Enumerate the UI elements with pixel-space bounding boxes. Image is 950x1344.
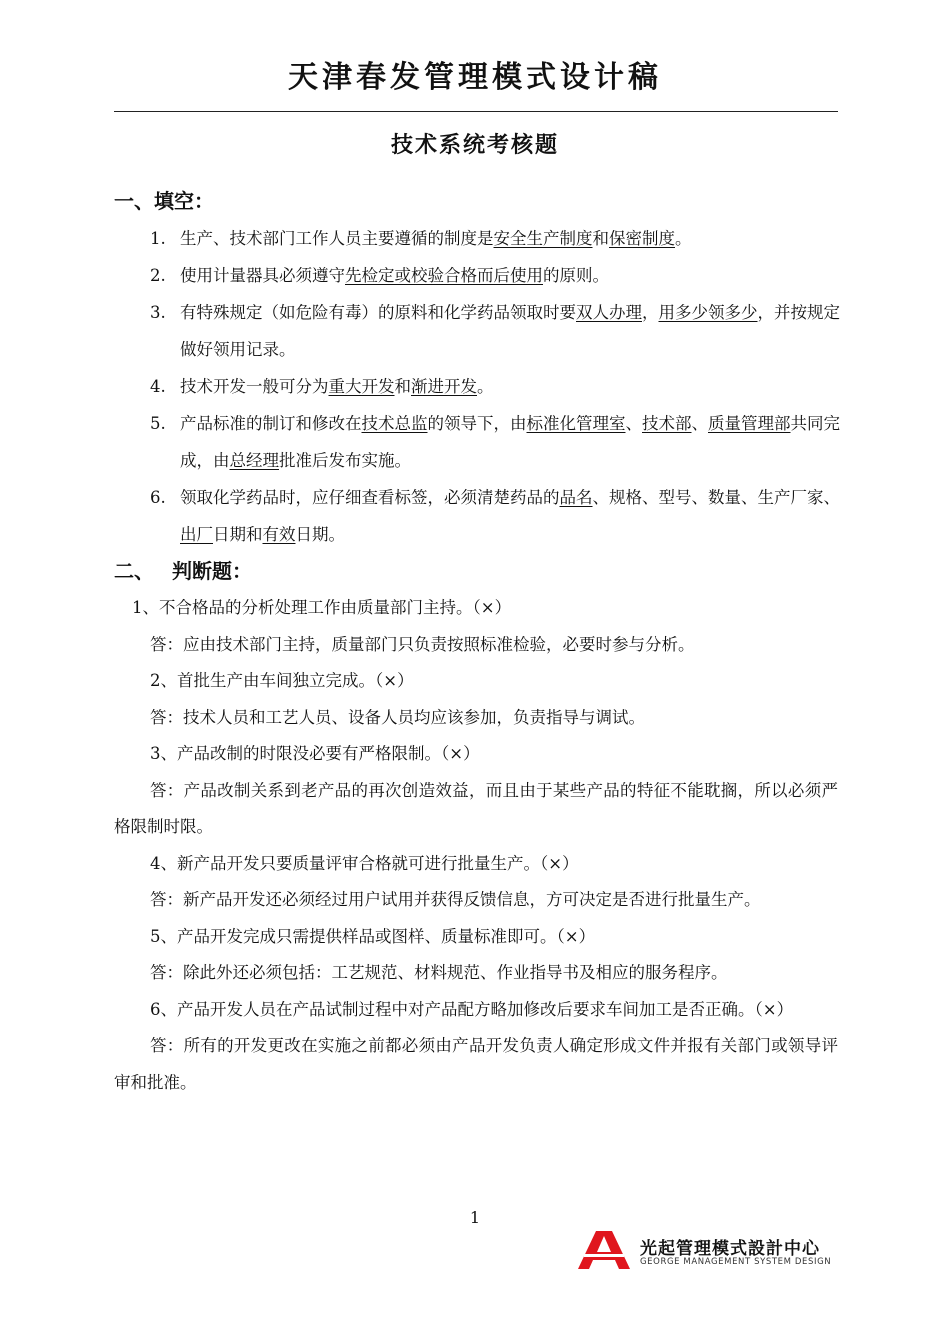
- item-text: 使用计量器具必须遵守: [180, 266, 345, 285]
- blank-answer: 标准化管理室: [526, 414, 626, 433]
- document-title: 天津春发管理模式设计稿: [288, 60, 662, 95]
- blank-answer: 有效: [262, 525, 296, 544]
- item-number: 1.: [150, 229, 166, 248]
- fill-blank-list: [150, 220, 840, 553]
- question-item: 5、产品开发完成只需提供样品或图样、质量标准即可。（×）: [150, 926, 596, 946]
- item-text: 共同完成，由: [180, 414, 840, 470]
- blank-answer: 安全生产制度: [493, 229, 593, 248]
- blank-answer: 保密制度: [609, 229, 675, 248]
- item-number: 6.: [150, 488, 166, 507]
- fill-blank-item: [150, 368, 840, 405]
- item-text: 日期。: [295, 525, 345, 544]
- answer-item: 答：新产品开发还必须经过用户试用并获得反馈信息，方可决定是否进行批量生产。: [150, 890, 761, 909]
- section-heading-number: 二、: [114, 559, 154, 583]
- answer-item: 答：应由技术部门主持，质量部门只负责按照标准检验，必要时参与分析。: [150, 634, 695, 654]
- item-text: 和: [394, 377, 411, 396]
- blank-answer: 双人办理: [576, 303, 642, 322]
- logo-text-en: GEORGE MANAGEMENT SYSTEM DESIGN: [640, 1257, 832, 1267]
- item-text: 。: [675, 229, 692, 248]
- question-item: 4、新产品开发只要质量评审合格就可进行批量生产。（×）: [150, 853, 579, 873]
- title-divider: [114, 111, 838, 112]
- item-text: 生产、技术部门工作人员主要遵循的制度是: [180, 229, 494, 248]
- answer-item: 答：产品改制关系到老产品的再次创造效益，而且由于某些产品的特征不能耽搁，所以必须严格限制时限。: [114, 780, 838, 836]
- question-item: 3、产品改制的时限没必要有严格限制。（×）: [150, 744, 480, 763]
- section-heading-true-false: [114, 555, 252, 584]
- item-text: ，并按规定做好领用记录。: [180, 303, 840, 359]
- fill-blank-item: [150, 479, 840, 553]
- answer-item: 答：所有的开发更改在实施之前都必须由产品开发负责人确定形成文件并报有关部门或领导评审和批准。: [114, 1036, 838, 1092]
- blank-answer: 渐进开发: [411, 377, 477, 396]
- blank-answer: 出厂: [180, 525, 213, 544]
- item-number: 3.: [150, 303, 166, 322]
- answer-item: 答：技术人员和工艺人员、设备人员均应该参加，负责指导与调试。: [150, 707, 645, 727]
- answer-item: 答：除此外还必须包括：工艺规范、材料规范、作业指导书及相应的服务程序。: [150, 963, 728, 982]
- item-number: 2.: [150, 266, 166, 285]
- page-number: 1: [469, 1208, 481, 1227]
- fill-blank-item: [150, 294, 840, 368]
- item-number: 4.: [150, 377, 166, 396]
- question-item: 1、不合格品的分析处理工作由质量部门主持。（×）: [132, 598, 512, 617]
- item-text: 的领导下，由: [427, 414, 527, 433]
- item-number: 5.: [150, 414, 166, 433]
- footer-logo: [574, 1230, 838, 1270]
- logo-text-cn: 光起管理模式設計中心: [640, 1239, 820, 1259]
- item-text: ，: [642, 303, 659, 322]
- fill-blank-item: [150, 257, 840, 294]
- item-text: 技术开发一般可分为: [180, 377, 329, 396]
- fill-blank-item: [150, 220, 840, 257]
- section-heading-fill-blank: 一、填空：: [114, 189, 214, 213]
- item-text: 日期和: [213, 525, 263, 544]
- document-subtitle: 技术系统考核题: [390, 133, 559, 158]
- item-text: 批准后发布实施。: [279, 451, 411, 470]
- blank-answer: 技术部: [642, 414, 692, 433]
- blank-answer: 质量管理部: [708, 414, 791, 433]
- blank-answer: 品名: [559, 488, 593, 507]
- item-text: 。: [477, 377, 494, 396]
- section-heading-label: 判断题：: [172, 559, 252, 583]
- blank-answer: 重大开发: [328, 377, 395, 396]
- item-text: 有特殊规定（如危险有毒）的原料和化学药品领取时要: [180, 303, 576, 322]
- fill-blank-item: [150, 405, 840, 479]
- question-item: 2、首批生产由车间独立完成。（×）: [150, 671, 414, 690]
- item-text: 领取化学药品时，应仔细查看标签，必须清楚药品的: [180, 488, 560, 507]
- blank-answer: 用多少领多少: [658, 303, 758, 322]
- question-item: 6、产品开发人员在产品试制过程中对产品配方略加修改后要求车间加工是否正确。（×）: [150, 999, 794, 1019]
- item-text: 、: [691, 414, 708, 433]
- logo-a-icon: [574, 1230, 634, 1270]
- item-text: 的原则。: [543, 266, 609, 285]
- true-false-list: [114, 590, 838, 1101]
- item-text: 、: [625, 414, 642, 433]
- item-text: 、规格、型号、数量、生产厂家、: [592, 488, 840, 507]
- blank-answer: 总经理: [229, 451, 279, 470]
- blank-answer: 先检定或校验合格而后使用: [345, 266, 543, 285]
- item-text: 产品标准的制订和修改在: [180, 414, 362, 433]
- item-text: 和: [592, 229, 609, 248]
- blank-answer: 技术总监: [361, 414, 428, 433]
